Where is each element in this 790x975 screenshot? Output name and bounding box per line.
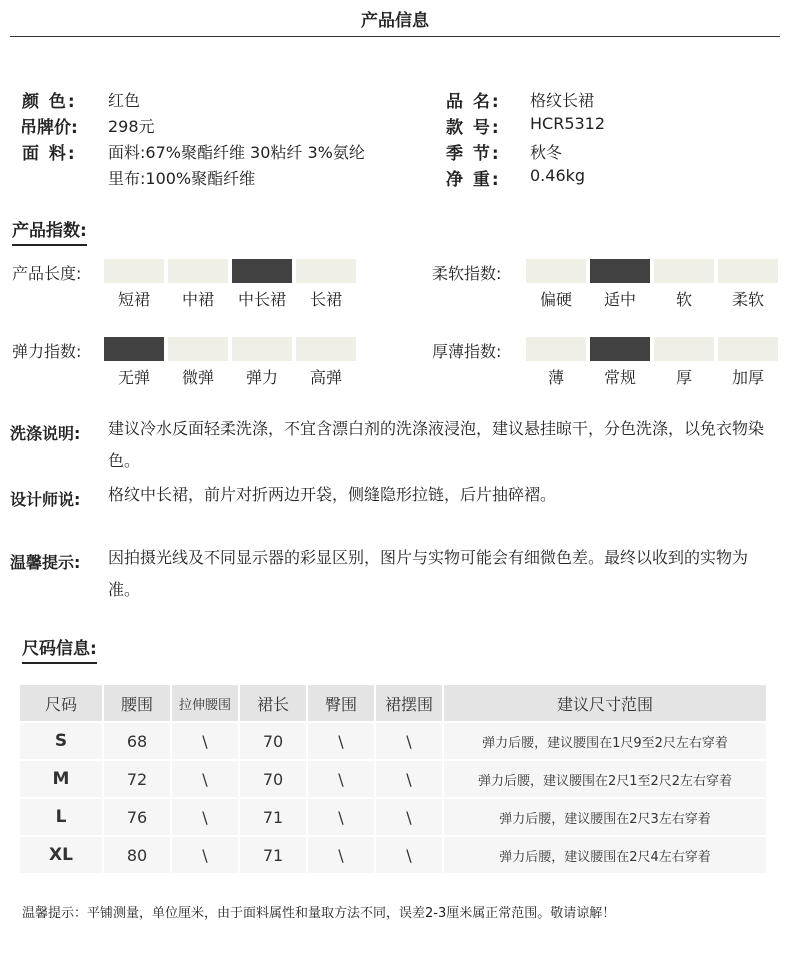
- softness-box-2: [590, 259, 650, 283]
- wash-text: 建议冷水反面轻柔洗涤，不宜含漂白剂的洗涤液浸泡，建议悬挂晾干，分色洗涤，以免衣物染色。: [108, 419, 765, 470]
- size-cell: S: [20, 723, 102, 759]
- elasticity-box-2: [168, 337, 228, 361]
- weight-value: 0.46kg: [530, 166, 586, 185]
- fabric-value-lining: 里布:100%聚酯纤维: [108, 169, 256, 188]
- color-value: 红色: [108, 91, 141, 110]
- code-value: HCR5312: [530, 114, 606, 133]
- length-cell: 70: [240, 723, 306, 759]
- price-value: 298元: [108, 117, 155, 136]
- col-header-length: 裙长: [240, 685, 306, 721]
- softness-option: 偏硬: [539, 290, 572, 309]
- thickness-index-label: 厚薄指数:: [432, 342, 502, 361]
- elasticity-box-3: [232, 337, 292, 361]
- stretch-waist-cell: \: [172, 837, 238, 873]
- size-footnote: 温馨提示：平铺测量，单位厘米，由于面料属性和量取方法不同，误差2-3厘米属正常范围。敬请谅解！: [22, 906, 616, 921]
- softness-option: 柔软: [731, 290, 764, 309]
- softness-box-1: [526, 259, 586, 283]
- size-table-header: [20, 685, 766, 721]
- thickness-box-2: [590, 337, 650, 361]
- tip-text: 因拍摄光线及不同显示器的彩显区别，图片与实物可能会有细微色差。最终以收到的实物为准。: [108, 548, 749, 599]
- col-header-suggestion: 建议尺寸范围: [444, 685, 766, 721]
- size-cell: XL: [20, 837, 102, 873]
- page-title: 产品信息: [361, 11, 429, 31]
- code-label: 款 号:: [446, 118, 501, 138]
- thickness-box-4: [718, 337, 778, 361]
- elasticity-option: 微弹: [181, 368, 214, 387]
- hem-cell: \: [376, 837, 442, 873]
- hem-cell: \: [376, 799, 442, 835]
- suggestion-cell: 弹力后腰，建议腰围在1尺9至2尺左右穿着: [444, 723, 766, 759]
- fabric-value-shell: 面料:67%聚酯纤维 30粘纤 3%氨纶: [108, 143, 365, 162]
- designer-label: 设计师说:: [10, 490, 81, 509]
- length-index-label: 产品长度:: [12, 264, 82, 283]
- table-row: [20, 723, 766, 759]
- col-header-hip: 臀围: [308, 685, 374, 721]
- elasticity-option: 无弹: [117, 368, 150, 387]
- suggestion-cell: 弹力后腰，建议腰围在2尺1至2尺2左右穿着: [444, 761, 766, 797]
- table-row: [20, 837, 766, 873]
- softness-box-4: [718, 259, 778, 283]
- fabric-label: 面 料:: [22, 144, 77, 164]
- length-box-2: [168, 259, 228, 283]
- hip-cell: \: [308, 723, 374, 759]
- thickness-box-1: [526, 337, 586, 361]
- col-header-hem: 裙摆围: [376, 685, 442, 721]
- stretch-waist-cell: \: [172, 761, 238, 797]
- thickness-option: 厚: [675, 368, 692, 387]
- table-row: [20, 799, 766, 835]
- length-cell: 70: [240, 761, 306, 797]
- waist-cell: 80: [104, 837, 170, 873]
- length-box-4: [296, 259, 356, 283]
- length-cell: 71: [240, 837, 306, 873]
- waist-cell: 68: [104, 723, 170, 759]
- suggestion-cell: 弹力后腰，建议腰围在2尺3左右穿着: [444, 799, 766, 835]
- suggestion-cell: 弹力后腰，建议腰围在2尺4左右穿着: [444, 837, 766, 873]
- thickness-option: 加厚: [731, 368, 764, 387]
- hip-cell: \: [308, 761, 374, 797]
- waist-cell: 72: [104, 761, 170, 797]
- indices-heading: 产品指数:: [12, 216, 87, 246]
- elasticity-option: 弹力: [245, 368, 278, 387]
- softness-index-label: 柔软指数:: [432, 264, 502, 283]
- stretch-waist-cell: \: [172, 799, 238, 835]
- length-box-3: [232, 259, 292, 283]
- hip-cell: \: [308, 799, 374, 835]
- stretch-waist-cell: \: [172, 723, 238, 759]
- price-label: 吊牌价:: [20, 118, 78, 138]
- col-header-waist: 腰围: [104, 685, 170, 721]
- wash-label: 洗涤说明:: [10, 424, 81, 443]
- size-table-wrap: [18, 683, 768, 875]
- hip-cell: \: [308, 837, 374, 873]
- size-heading: 尺码信息:: [22, 634, 97, 664]
- length-option: 中长裙: [237, 290, 286, 309]
- softness-option: 适中: [603, 290, 636, 309]
- length-box-1: [104, 259, 164, 283]
- length-option: 长裙: [309, 290, 342, 309]
- length-option: 短裙: [117, 290, 150, 309]
- name-label: 品 名:: [446, 92, 501, 112]
- elasticity-option: 高弹: [309, 368, 342, 387]
- title-divider: [10, 36, 780, 37]
- elasticity-box-4: [296, 337, 356, 361]
- col-header-size: 尺码: [20, 685, 102, 721]
- size-cell: L: [20, 799, 102, 835]
- tip-label: 温馨提示:: [10, 553, 81, 572]
- softness-box-3: [654, 259, 714, 283]
- weight-label: 净 重:: [446, 170, 501, 190]
- designer-text: 格纹中长裙，前片对折两边开袋，侧缝隐形拉链，后片抽碎褶。: [108, 485, 557, 504]
- season-label: 季 节:: [446, 144, 501, 164]
- name-value: 格纹长裙: [530, 91, 595, 110]
- thickness-box-3: [654, 337, 714, 361]
- length-option: 中裙: [181, 290, 214, 309]
- waist-cell: 76: [104, 799, 170, 835]
- hem-cell: \: [376, 723, 442, 759]
- table-row: [20, 761, 766, 797]
- elasticity-index-label: 弹力指数:: [12, 342, 82, 361]
- thickness-option: 常规: [603, 368, 636, 387]
- season-value: 秋冬: [530, 143, 563, 162]
- thickness-option: 薄: [547, 368, 564, 387]
- color-label: 颜 色:: [22, 92, 77, 112]
- softness-option: 软: [675, 290, 692, 309]
- hem-cell: \: [376, 761, 442, 797]
- size-cell: M: [20, 761, 102, 797]
- size-table: [18, 683, 768, 875]
- col-header-stretch-waist: 拉伸腰围: [172, 685, 238, 721]
- length-cell: 71: [240, 799, 306, 835]
- elasticity-box-1: [104, 337, 164, 361]
